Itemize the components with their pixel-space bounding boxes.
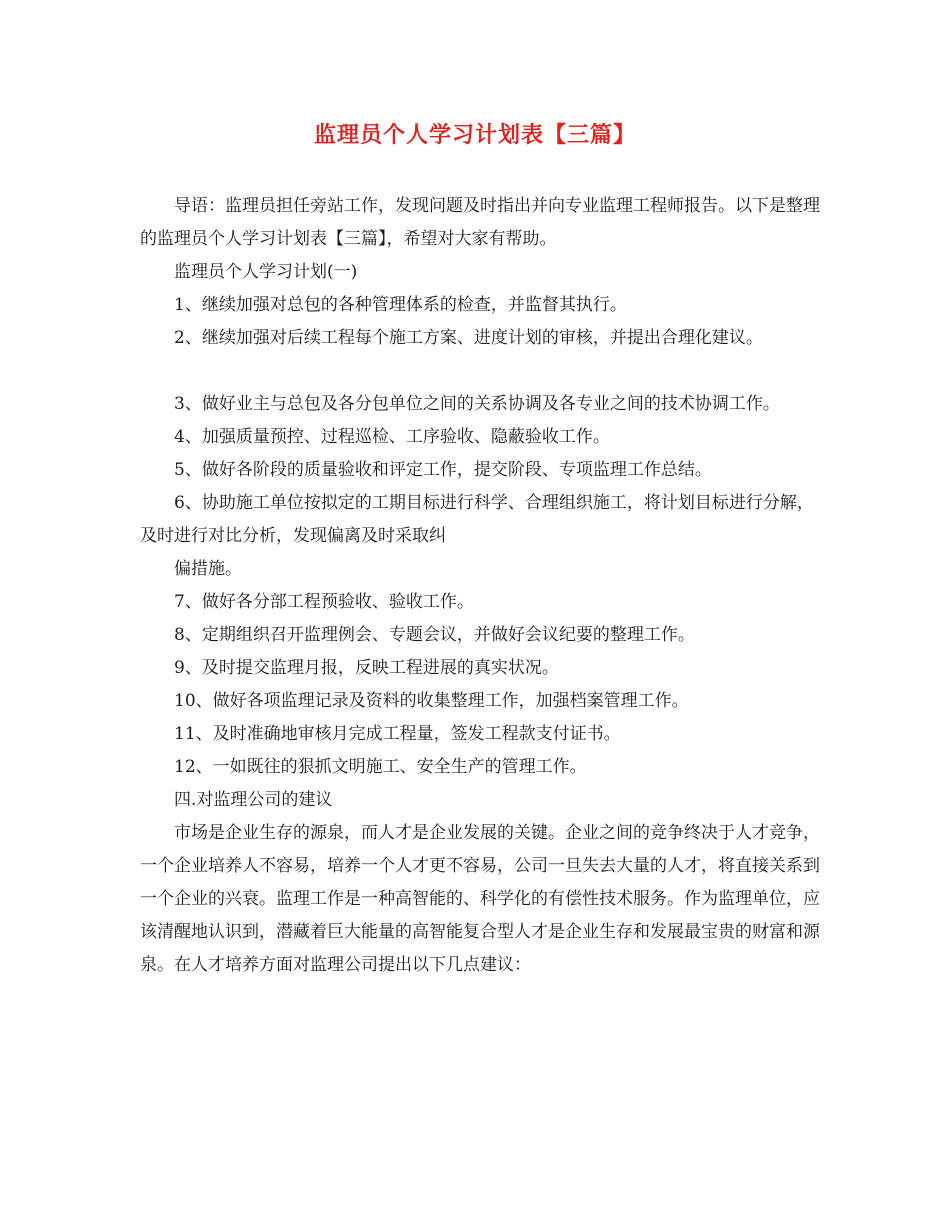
section-heading-suggestions: 四.对监理公司的建议 [174,790,333,810]
list-item: 7、做好各分部工程预验收、验收工作。 [174,592,474,612]
list-item: 6、协助施工单位按拟定的工期目标进行科学、合理组织施工，将计划目标进行分解，及时进行对比分析，发现偏离及时采取纠 [140,493,814,546]
list-item: 11、及时准确地审核月完成工程量，签发工程款支付证书。 [174,724,621,744]
blank-line [140,355,820,388]
list-item: 1、继续加强对总包的各种管理体系的检查，并监督其执行。 [174,295,627,315]
intro-paragraph: 导语：监理员担任旁站工作，发现问题及时指出并向专业监理工程师报告。以下是整理的监理员个人学习计划表【三篇】，希望对大家有帮助。 [140,196,820,249]
list-item: 8、定期组织召开监理例会、专题会议，并做好会议纪要的整理工作。 [174,625,695,645]
list-item: 12、一如既往的狠抓文明施工、安全生产的管理工作。 [174,757,587,777]
list-item: 10、做好各项监理记录及资料的收集整理工作，加强档案管理工作。 [174,691,689,711]
document-title: 监理员个人学习计划表【三篇】 [313,123,636,148]
document-body [140,190,820,982]
list-item: 4、加强质量预控、过程巡检、工序验收、隐蔽验收工作。 [174,427,610,447]
section-heading-plan-one: 监理员个人学习计划(一) [174,262,358,282]
list-item: 3、做好业主与总包及各分包单位之间的关系协调及各专业之间的技术协调工作。 [174,394,780,414]
list-item: 2、继续加强对后续工程每个施工方案、进度计划的审核，并提出合理化建议。 [174,328,763,348]
list-item: 5、做好各阶段的质量验收和评定工作，提交阶段、专项监理工作总结。 [174,460,712,480]
list-item-continuation: 偏措施。 [174,559,242,579]
list-item: 9、及时提交监理月报，反映工程进展的真实状况。 [174,658,559,678]
body-paragraph: 市场是企业生存的源泉，而人才是企业发展的关键。企业之间的竞争终决于人才竞争，一个企业培养人不容易，培养一个人才更不容易，公司一旦失去大量的人才，将直接关系到一个企业的兴衰。监理工作是一种高智能的、科学化的有偿性技术服务。作为监理单位，应该清醒地认识到，潜藏着巨大能量的高智能复合型人才是企业生存和发展最宝贵的财富和源泉。在人才培养方面对监理公司提出以下几点建议： [140,823,820,975]
